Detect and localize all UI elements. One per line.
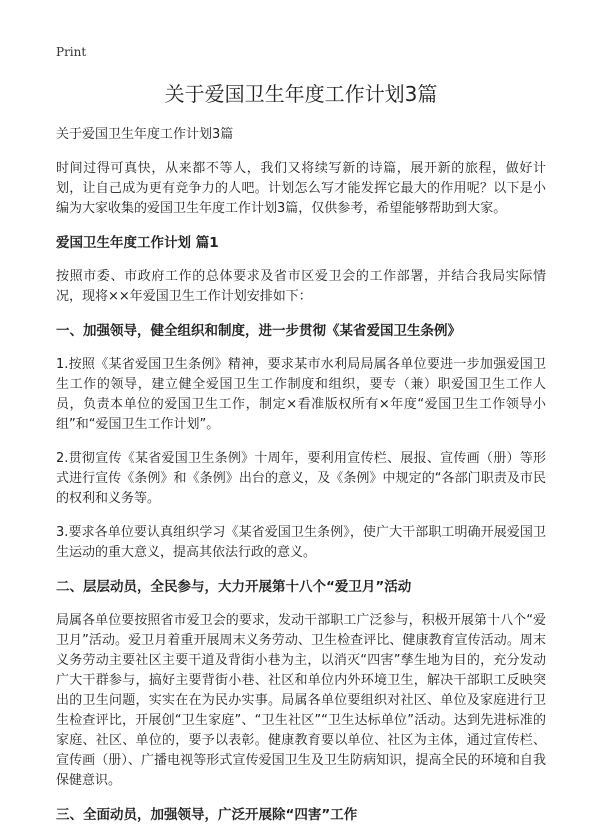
part-one-heading: 一、加强领导，健全组织和制度，进一步贯彻《某省爱国卫生条例》 (56, 323, 461, 339)
document-title: 关于爱国卫生年度工作计划3篇 (164, 82, 438, 106)
part-three-heading: 三、全面动员，加强领导，广泛开展除“四害”工作 (56, 807, 358, 823)
part-one-item-2: 2.贯彻宣传《某省爱国卫生条例》十周年，要利用宣传栏、展报、宣传画（册）等形式进行宣传《条例》和《条例》出台的意义，及《条例》中规定的“各部门职责及市民的权利和义务等。 (56, 451, 546, 506)
document-body (56, 78, 546, 839)
part-two-paragraph: 局属各单位要按照省市爱卫会的要求，发动干部职工广泛参与，积极开展第十八个“爱卫月”活动。爱卫月着重开展周末义务劳动、卫生检查评比、健康教育宣传活动。周末义务劳动主要社区主要干道及背街小巷为主，以消灭“四害”孳生地为目的，充分发动广大干群参与，搞好主要背街小巷、社区和单位内外环境卫生，解决干部职工反映突出的卫生问题，实实在在为民办实事。局属各单位要组织对社区、单位及家庭进行卫生检查评比，开展创“卫生家庭”、“卫生社区”“卫生达标单位”活动。达到先进标准的家庭、社区、单位的，要予以表彰。健康教育要以单位、社区为主体，通过宣传栏、宣传画（册）、广播电视等形式宣传爱国卫生及卫生防病知识，提高全民的环境和自我保健意识。 (56, 613, 546, 788)
part-one-item-3: 3.要求各单位要认真组织学习《某省爱国卫生条例》，使广大干部职工明确开展爱国卫生运动的重大意义，提高其依法行政的意义。 (56, 525, 546, 560)
intro-paragraph: 时间过得可真快，从来都不等人，我们又将续写新的诗篇，展开新的旅程，做好计划，让自己成为更有竞争力的人吧。计划怎么写才能发挥它最大的作用呢？以下是小编为大家收集的爱国卫生年度工作计划3篇，仅供参考，希望能够帮助到大家。 (56, 161, 546, 216)
part-one-item-1: 1.按照《某省爱国卫生条例》精神，要求某市水利局局属各单位要进一步加强爱国卫生工作的领导，建立健全爱国卫生工作制度和组织，要专（兼）职爱国卫生工作人员，负责本单位的爱国卫生工作，制定×看准版权所有×年度“爱国卫生工作领导小组”和“爱国卫生工作计划”。 (56, 357, 546, 432)
print-label: Print (56, 45, 87, 59)
section-heading: 爱国卫生年度工作计划 篇1 (56, 235, 219, 251)
section-intro-paragraph: 按照市委、市政府工作的总体要求及省市区爱卫会的工作部署，并结合我局实际情况，现将××年爱国卫生工作计划安排如下： (56, 269, 546, 304)
document-subtitle: 关于爱国卫生年度工作计划3篇 (56, 127, 234, 142)
part-two-heading: 二、层层动员，全民参与，大力开展第十八个“爱卫月”活动 (56, 579, 412, 595)
